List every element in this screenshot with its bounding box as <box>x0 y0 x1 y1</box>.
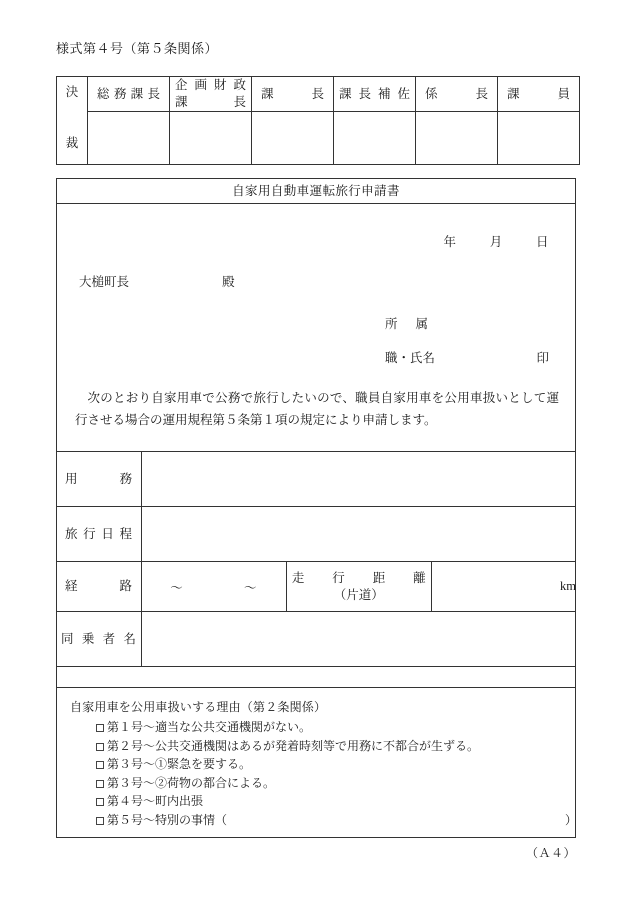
field-label-passengers <box>56 612 142 667</box>
reason-item-2[interactable] <box>70 737 576 756</box>
field-label-text: 同乗者名 <box>61 631 136 646</box>
checkbox-icon[interactable] <box>96 743 104 751</box>
approval-decide-label <box>57 77 88 165</box>
seal-mark: 印 <box>536 351 549 365</box>
name-label: 職・氏名 <box>385 351 436 365</box>
approval-col-label: 課員 <box>507 86 570 101</box>
checkbox-icon[interactable] <box>96 724 104 732</box>
approval-cell-kacho[interactable] <box>252 112 334 165</box>
field-value-itinerary[interactable] <box>142 507 577 562</box>
approval-col-header-kachohosa <box>334 77 416 112</box>
reason-item-1[interactable] <box>70 718 576 737</box>
route-tilde-2: 〜 <box>244 580 258 595</box>
approval-signature-row <box>57 112 580 165</box>
paper-size-label: （Ａ４） <box>525 846 576 860</box>
reason-label: 第４号〜町内出張 <box>107 794 204 809</box>
reason-label: 第３号〜②荷物の都合による。 <box>107 775 276 790</box>
reason-item-6[interactable] <box>70 811 576 830</box>
field-label-text: 用務 <box>65 471 132 486</box>
checkbox-icon[interactable] <box>96 780 104 788</box>
approval-col-header-kikakuzaiseikacho <box>170 77 252 112</box>
checkbox-icon[interactable] <box>96 798 104 806</box>
approval-col-label: 係長 <box>425 86 488 101</box>
field-row-yomu <box>56 452 576 507</box>
approval-col-label-line1: 企画財政 <box>175 78 246 93</box>
approval-cell-kakaricho[interactable] <box>416 112 498 165</box>
distance-label-line2: （片道） <box>333 587 384 602</box>
date-year-label: 年 <box>443 235 457 249</box>
approval-col-label: 課長 <box>261 86 324 101</box>
form-number: 様式第４号（第５条関係） <box>56 41 219 56</box>
reason-item-5[interactable] <box>70 792 576 811</box>
field-label-text: 経路 <box>65 579 132 594</box>
date-line <box>57 204 575 250</box>
reason-label: 第２号〜公共交通機関はあるが発着時刻等で用務に不都合が生ずる。 <box>107 738 480 753</box>
field-label-route <box>56 562 142 612</box>
reason-label: 第５号〜特別の事情（ <box>107 812 228 827</box>
checkbox-icon[interactable] <box>96 761 104 769</box>
reason-item-3[interactable] <box>70 755 576 774</box>
reason-close-paren: ） <box>565 812 578 827</box>
approval-col-label: 総務課長 <box>97 86 160 101</box>
field-row-route <box>56 562 576 612</box>
reasons-title: 自家用車を公用車扱いする理由（第２条関係） <box>70 700 327 714</box>
addressee-honorific: 殿 <box>222 275 235 289</box>
route-tilde-1: 〜 <box>170 580 184 595</box>
submitter-block <box>57 314 575 366</box>
approval-cell-kikakuzaiseikacho[interactable] <box>170 112 252 165</box>
name-row <box>57 348 549 366</box>
field-label-yomu <box>56 452 142 507</box>
field-value-passengers[interactable] <box>142 612 577 667</box>
approval-col-header-somukacho <box>88 77 170 112</box>
reason-label: 第１号〜適当な公共交通機関がない。 <box>107 720 312 734</box>
approval-cell-somukacho[interactable] <box>88 112 170 165</box>
approval-col-label-line2: 課 長 <box>175 95 246 109</box>
addressee-name: 大槌町長 <box>79 275 130 289</box>
reasons-section <box>56 687 578 827</box>
affiliation-label <box>385 314 535 332</box>
approval-cell-kachohosa[interactable] <box>334 112 416 165</box>
affiliation-label-char2: 属 <box>415 317 429 331</box>
date-day-label: 日 <box>535 235 549 249</box>
affiliation-row <box>57 314 549 332</box>
application-form-box <box>56 178 576 838</box>
approval-col-header-kakaricho <box>416 77 498 112</box>
checkbox-icon[interactable] <box>96 817 104 825</box>
date-month-label: 月 <box>489 235 503 249</box>
distance-unit: km <box>560 579 576 593</box>
field-value-yomu[interactable] <box>142 452 577 507</box>
field-label-distance <box>286 562 431 612</box>
approval-col-label: 課長補佐 <box>339 86 410 101</box>
approval-table <box>56 76 580 165</box>
field-row-itinerary <box>56 507 576 562</box>
field-value-distance[interactable] <box>431 562 576 612</box>
affiliation-label-char1: 所 <box>385 317 398 331</box>
field-label-text: 旅行日程 <box>65 526 132 541</box>
approval-col-header-kain <box>498 77 580 112</box>
fields-table <box>56 451 576 667</box>
addressee-line <box>57 250 575 290</box>
form-title: 自家用自動車運転旅行申請書 <box>57 179 575 204</box>
reason-item-4[interactable] <box>70 774 576 793</box>
reason-label: 第３号〜①緊急を要する。 <box>107 757 252 772</box>
field-label-itinerary <box>56 507 142 562</box>
field-value-route[interactable] <box>142 562 287 612</box>
approval-header-row <box>57 77 580 112</box>
body-text: 次のとおり自家用車で公務で旅行したいので、職員自家用車を公用車扱いとして運行させる場合の運用規程第５条第１項の規定により申請します。 <box>75 391 559 427</box>
approval-cell-kain[interactable] <box>498 112 580 165</box>
decide-char-top: 決 <box>65 84 79 99</box>
distance-label-line1: 走行距離 <box>291 570 426 585</box>
decide-char-bottom: 裁 <box>65 136 79 150</box>
approval-col-header-kacho <box>252 77 334 112</box>
field-row-passengers <box>56 612 576 667</box>
